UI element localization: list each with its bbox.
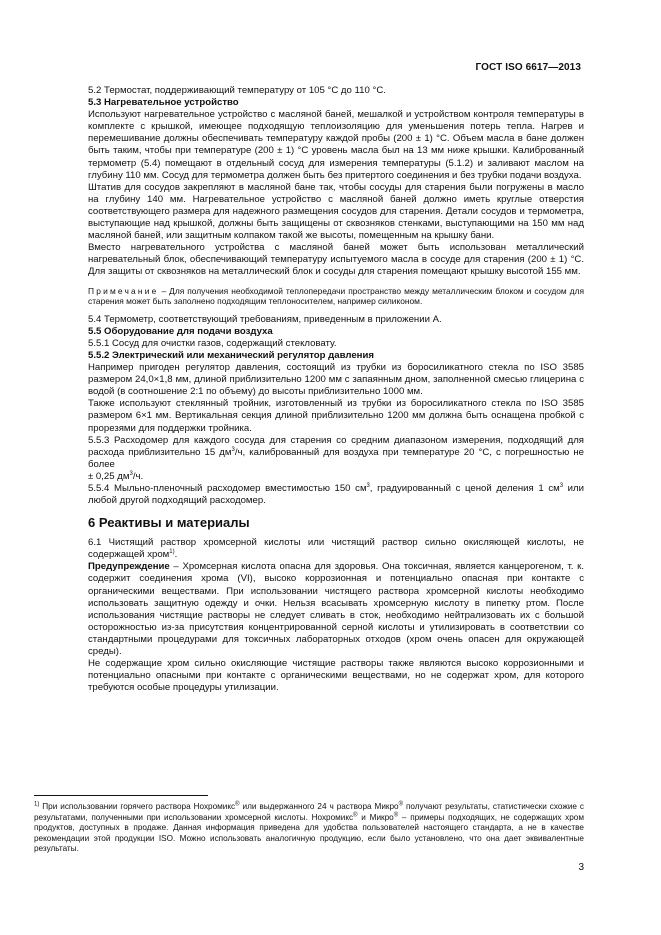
clause-6-1 bbox=[88, 537, 584, 561]
footnote bbox=[34, 802, 584, 855]
footnote-divider bbox=[34, 795, 208, 796]
standard-code-header: ГОСТ ISO 6617—2013 bbox=[475, 62, 581, 73]
superscript: 3 bbox=[366, 482, 370, 489]
registered-mark: ® bbox=[393, 811, 399, 818]
paragraph-5-5-2-a: Например пригоден регулятор давления, состоящий из трубки из боросиликатного стекла по ISO 3585 размером 24,0×1,8 мм, длиной приблизительно 1200 мм с запаянным дном, заполненной смесью глицерина с водой (в соотношение 2:1 по объему) до высоты приблизительно 1000 мм. bbox=[88, 362, 584, 398]
warning-text: – Хромсерная кислота опасна для здоровья. Она токсичная, является канцерогеном, т. к. содержит соединения хрома (VI), высоко коррозионная и потенциально опасная при контакте с органическими веществами. При использовании чистящего раствора хромсерной кислоты необходимо использовать защитную одежду и очки. Нельзя всасывать хромсерную кислоту в пипетку ртом. После использования чистящие растворы не следует сливать в сток, необходимо нейтрализовать их с большой осторожностью из-за присутствия концентрированной серной кислоты и утилизировать в соответствии со стандартными процедурами для токсичных лабораторных отходов (хром очень опасен для окружающей среды). bbox=[88, 561, 584, 658]
warning-label: Предупреждение bbox=[88, 561, 170, 573]
clause-5-5-4 bbox=[88, 483, 584, 507]
registered-mark: ® bbox=[353, 811, 358, 818]
clause-5-5-3-text-a: 5.5.3 Расходомер для каждого сосуда для старения со средним диапазоном измерения, подходящий для расхода приблизительно 15 дм bbox=[88, 434, 584, 458]
heading-5-5: 5.5 Оборудование для подачи воздуха bbox=[88, 325, 273, 337]
footnote-text-b: или выдержанного 24 ч раствора Микро bbox=[239, 802, 399, 811]
superscript: 3 bbox=[129, 470, 133, 477]
warning-paragraph bbox=[88, 561, 584, 658]
note-label: Примечание bbox=[88, 285, 159, 296]
footnote-text-c: получают результаты, статистически схожие с результатами, полученными при использовании хромсерной кислоты. Нохромикс bbox=[34, 802, 584, 822]
note-paragraph bbox=[88, 286, 584, 307]
clause-5-5-1: 5.5.1 Сосуд для очистки газов, содержащий стекловату. bbox=[88, 337, 337, 349]
paragraph-5-3-b: Штатив для сосудов закрепляют в масляной бане так, чтобы сосуды для старения были погружены в масло на глубину 140 мм. Нагревательное устройство с масляной баней должно иметь круглые отверстия соответствующего размера для надежного размещения сосудов для старения. Детали сосудов и термометра, выступающие над крышкой, должны быть защищены от сквозняков стенками, выступающими на 150 мм над масляной баней, или защитным колпаком такой же высоты, помещенным на крышку бани. bbox=[88, 181, 584, 242]
clause-5-5-3-text-b: /ч, калиброванный для воздуха при температуре 20 °С, с погрешностью не более bbox=[88, 446, 584, 470]
paragraph-5-3-a: Используют нагревательное устройство с масляной баней, мешалкой и устройством контроля температуры в комплекте с крышкой, имеющее подходящую теплоизоляцию для уменьшения потерь тепла. Нагрев и перемешивание должны обеспечивать температуру каждой пробы (200 ± 1) °С. Объем масла в бане должен быть таким, чтобы при температуре (200 ± 1) °С уровень масла был на 13 мм ниже крышки. Калиброванный термометр (5.4) помещают в отдельный сосуд для измерения температуры (5.1.2) и заливают маслом на глубину 110 мм. Сосуд для термометра должен быть без притертого соединения и без трубки подачи воздуха. bbox=[88, 109, 584, 181]
superscript: 3 bbox=[231, 446, 235, 453]
clause-5-5-3-tolerance bbox=[88, 471, 584, 483]
clause-6-1-text: 6.1 Чистящий раствор хромсерной кислоты или чистящий раствор сильно окисляющей кислоты, не содержащей хром bbox=[88, 537, 584, 561]
footnote-text-d: и Микро bbox=[357, 812, 394, 822]
registered-mark: ® bbox=[235, 801, 240, 808]
footnote-ref: 1) bbox=[169, 549, 175, 556]
tolerance-unit: /ч. bbox=[132, 470, 144, 482]
footnote-mark: 1) bbox=[34, 801, 40, 808]
footnote-text-e: – примеры подходящих, не содержащих хром продуктов, доступных в продаже. Данная информация приведена для удобства пользователей настоящего стандарта, а не в качестве рекомендации этой продукции ISO. Можно использовать аналогичную продукцию, если было установлено, что она дает эквивалентные результаты. bbox=[34, 812, 584, 854]
clause-5-4: 5.4 Термометр, соответствующий требованиям, приведенным в приложении А. bbox=[88, 313, 442, 325]
heading-5-5-2: 5.5.2 Электрический или механический регулятор давления bbox=[88, 349, 374, 361]
tolerance-text: ± 0,25 дм bbox=[88, 470, 130, 482]
registered-mark: ® bbox=[398, 801, 404, 808]
superscript: 3 bbox=[559, 482, 564, 489]
clause-6-1-end: . bbox=[174, 549, 178, 561]
heading-5-3: 5.3 Нагревательное устройство bbox=[88, 97, 239, 109]
section-6-heading: 6 Реактивы и материалы bbox=[88, 515, 250, 531]
footnote-text-a: При использовании горячего раствора Нохромикс bbox=[39, 802, 236, 811]
paragraph-6-last: Не содержащие хром сильно окисляющие чистящие растворы также являются высоко коррозионными и потенциально опасными при контакте с органическими веществами, но не содержат хром, для которого требуются особые процедуры утилизации. bbox=[88, 658, 584, 694]
clause-5-5-4-text-a: 5.5.4 Мыльно-пленочный расходомер вместимостью 150 см bbox=[88, 483, 367, 494]
page-number: 3 bbox=[578, 862, 584, 873]
clause-5-2: 5.2 Термостат, поддерживающий температуру от 105 °С до 110 °С. bbox=[88, 85, 386, 96]
note-text: – Для получения необходимой теплопередачи пространство между металлическим блоком и сосудом для старения может быть заполнено подходящим теплоносителем, например силиконом. bbox=[88, 285, 584, 307]
paragraph-5-5-2-b: Также используют стеклянный тройник, изготовленный из трубки из боросиликатного стекла по ISO 3585 размером 6×1 мм. Вертикальная секция длиной приблизительно 1200 мм должна быть оснащена пробкой с прорезями для поддержки тройника. bbox=[88, 398, 584, 434]
main-content bbox=[88, 85, 584, 694]
clause-5-5-4-text-c: или любой другой подходящий расходомер. bbox=[88, 483, 585, 507]
clause-5-5-3 bbox=[88, 435, 584, 471]
clause-5-5-4-text-b: , градуированный с ценой деления 1 см bbox=[369, 483, 560, 494]
paragraph-5-3-c: Вместо нагревательного устройства с масляной баней может быть использован металлический нагревательный блок, обеспечивающий температуру испытуемого масла в сосуде для старения (200 ± 1) °С. Для защиты от сквозняков на металлический блок и сосуды для старения помещают крышку высотой 155 мм. bbox=[88, 242, 584, 278]
